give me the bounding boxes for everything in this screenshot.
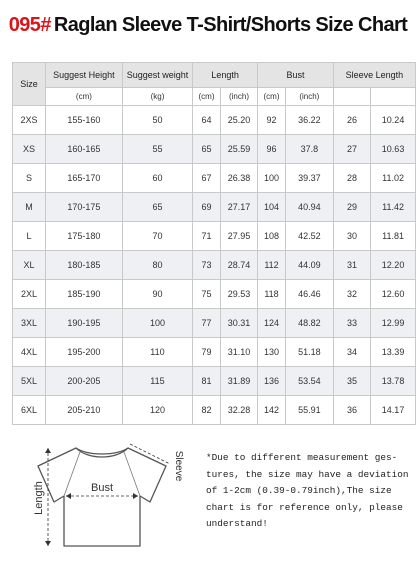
cell-weight: 70 <box>122 222 192 251</box>
bust-label: Bust <box>90 482 114 494</box>
cell-size: 2XL <box>13 280 46 309</box>
cell-bust-inch: 40.94 <box>285 193 333 222</box>
cell-sleeve-inch: 10.63 <box>371 135 416 164</box>
table-row <box>13 193 416 222</box>
cell-height: 190-195 <box>46 309 123 338</box>
length-arrow-up-icon <box>45 448 51 453</box>
chart-title: Raglan Sleeve T-Shirt/Shorts Size Chart <box>53 13 408 36</box>
cell-bust-inch: 53.54 <box>285 367 333 396</box>
note-line: tures, the size may have a deviation <box>206 468 409 480</box>
cell-sleeve-inch: 14.17 <box>371 396 416 425</box>
table-row <box>13 135 416 164</box>
unit-sleeve-empty <box>333 88 370 106</box>
cell-bust-cm: 112 <box>258 251 286 280</box>
cell-sleeve-cm: 26 <box>333 106 370 135</box>
cell-length-cm: 65 <box>193 135 221 164</box>
cell-length-inch: 28.74 <box>220 251 257 280</box>
cell-bust-inch: 48.82 <box>285 309 333 338</box>
cell-length-cm: 79 <box>193 338 221 367</box>
sleeve-measure-line <box>130 444 170 464</box>
cell-length-inch: 31.89 <box>220 367 257 396</box>
cell-sleeve-cm: 28 <box>333 164 370 193</box>
cell-sleeve-cm: 31 <box>333 251 370 280</box>
unit-bust-inch: (inch) <box>285 88 333 106</box>
cell-size: S <box>13 164 46 193</box>
cell-size: 2XS <box>13 106 46 135</box>
cell-height: 180-185 <box>46 251 123 280</box>
raglan-seam-left <box>64 452 80 496</box>
cell-bust-cm: 96 <box>258 135 286 164</box>
cell-weight: 80 <box>122 251 192 280</box>
sleeve-label: Sleeve <box>173 450 184 482</box>
cell-size: M <box>13 193 46 222</box>
cell-length-cm: 67 <box>193 164 221 193</box>
cell-height: 200-205 <box>46 367 123 396</box>
cell-sleeve-inch: 12.99 <box>371 309 416 338</box>
cell-bust-cm: 130 <box>258 338 286 367</box>
cell-height: 185-190 <box>46 280 123 309</box>
table-row <box>13 367 416 396</box>
cell-length-inch: 31.10 <box>220 338 257 367</box>
cell-size: L <box>13 222 46 251</box>
cell-height: 205-210 <box>46 396 123 425</box>
bust-arrow-right-icon <box>133 493 138 499</box>
unit-sleeve-empty <box>371 88 416 106</box>
cell-weight: 100 <box>122 309 192 338</box>
length-label: Length <box>33 481 45 515</box>
tshirt-collar <box>76 448 128 457</box>
product-code: 095# <box>8 13 51 36</box>
cell-size: XS <box>13 135 46 164</box>
cell-weight: 110 <box>122 338 192 367</box>
cell-height: 155-160 <box>46 106 123 135</box>
header-bust: Bust <box>258 63 334 88</box>
cell-height: 175-180 <box>46 222 123 251</box>
cell-length-cm: 77 <box>193 309 221 338</box>
cell-height: 170-175 <box>46 193 123 222</box>
cell-height: 165-170 <box>46 164 123 193</box>
cell-bust-cm: 142 <box>258 396 286 425</box>
unit-weight: (kg) <box>122 88 192 106</box>
cell-height: 160-165 <box>46 135 123 164</box>
cell-sleeve-cm: 34 <box>333 338 370 367</box>
page-title <box>0 0 416 50</box>
cell-sleeve-inch: 10.24 <box>371 106 416 135</box>
cell-size: XL <box>13 251 46 280</box>
header-length: Length <box>193 63 258 88</box>
cell-length-cm: 71 <box>193 222 221 251</box>
cell-length-inch: 32.28 <box>220 396 257 425</box>
unit-bust-cm: (cm) <box>258 88 286 106</box>
cell-bust-inch: 44.09 <box>285 251 333 280</box>
cell-weight: 115 <box>122 367 192 396</box>
unit-height: (cm) <box>46 88 123 106</box>
table-row <box>13 222 416 251</box>
cell-bust-inch: 46.46 <box>285 280 333 309</box>
cell-bust-inch: 36.22 <box>285 106 333 135</box>
cell-sleeve-cm: 32 <box>333 280 370 309</box>
cell-sleeve-cm: 36 <box>333 396 370 425</box>
header-size: Size <box>13 63 46 106</box>
note-line: *Due to different measurement ges- <box>206 452 398 463</box>
cell-length-inch: 25.59 <box>220 135 257 164</box>
cell-sleeve-cm: 30 <box>333 222 370 251</box>
cell-length-cm: 64 <box>193 106 221 135</box>
unit-length-inch: (inch) <box>220 88 257 106</box>
cell-weight: 90 <box>122 280 192 309</box>
cell-sleeve-inch: 13.78 <box>371 367 416 396</box>
table-row <box>13 396 416 425</box>
cell-sleeve-cm: 35 <box>333 367 370 396</box>
cell-sleeve-cm: 27 <box>333 135 370 164</box>
cell-bust-cm: 136 <box>258 367 286 396</box>
cell-size: 5XL <box>13 367 46 396</box>
cell-length-cm: 82 <box>193 396 221 425</box>
cell-bust-cm: 100 <box>258 164 286 193</box>
cell-weight: 55 <box>122 135 192 164</box>
cell-weight: 65 <box>122 193 192 222</box>
tshirt-outline <box>38 448 166 546</box>
cell-size: 4XL <box>13 338 46 367</box>
table-row <box>13 164 416 193</box>
table-row <box>13 338 416 367</box>
cell-length-inch: 27.17 <box>220 193 257 222</box>
cell-size: 6XL <box>13 396 46 425</box>
note-line: understand! <box>206 518 268 529</box>
cell-bust-inch: 55.91 <box>285 396 333 425</box>
cell-sleeve-inch: 11.81 <box>371 222 416 251</box>
cell-weight: 120 <box>122 396 192 425</box>
bust-arrow-left-icon <box>66 493 71 499</box>
cell-length-inch: 27.95 <box>220 222 257 251</box>
tshirt-diagram <box>18 436 192 560</box>
unit-length-cm: (cm) <box>193 88 221 106</box>
size-table <box>12 62 416 425</box>
length-arrow-down-icon <box>45 541 51 546</box>
header-sleeve-length: Sleeve Length <box>333 63 415 88</box>
cell-length-inch: 25.20 <box>220 106 257 135</box>
cell-length-cm: 81 <box>193 367 221 396</box>
cell-length-inch: 29.53 <box>220 280 257 309</box>
cell-bust-cm: 92 <box>258 106 286 135</box>
cell-bust-inch: 51.18 <box>285 338 333 367</box>
cell-size: 3XL <box>13 309 46 338</box>
cell-weight: 60 <box>122 164 192 193</box>
cell-sleeve-cm: 33 <box>333 309 370 338</box>
cell-sleeve-inch: 13.39 <box>371 338 416 367</box>
cell-sleeve-inch: 11.42 <box>371 193 416 222</box>
cell-bust-cm: 104 <box>258 193 286 222</box>
cell-length-cm: 73 <box>193 251 221 280</box>
cell-length-inch: 26.38 <box>220 164 257 193</box>
table-units-row <box>13 88 416 106</box>
note-line: of 1-2cm (0.39-0.79inch),The size <box>206 485 392 496</box>
cell-length-cm: 75 <box>193 280 221 309</box>
cell-sleeve-inch: 12.20 <box>371 251 416 280</box>
table-row <box>13 251 416 280</box>
size-note <box>206 450 410 533</box>
cell-bust-inch: 39.37 <box>285 164 333 193</box>
cell-bust-inch: 37.8 <box>285 135 333 164</box>
cell-height: 195-200 <box>46 338 123 367</box>
table-row <box>13 106 416 135</box>
cell-sleeve-inch: 11.02 <box>371 164 416 193</box>
note-line: chart is for reference only, please <box>206 501 403 513</box>
cell-length-inch: 30.31 <box>220 309 257 338</box>
table-header-row <box>13 63 416 88</box>
cell-length-cm: 69 <box>193 193 221 222</box>
table-row <box>13 280 416 309</box>
cell-bust-cm: 108 <box>258 222 286 251</box>
table-row <box>13 309 416 338</box>
cell-weight: 50 <box>122 106 192 135</box>
cell-sleeve-cm: 29 <box>333 193 370 222</box>
cell-sleeve-inch: 12.60 <box>371 280 416 309</box>
cell-bust-cm: 124 <box>258 309 286 338</box>
cell-bust-cm: 118 <box>258 280 286 309</box>
raglan-seam-right <box>124 452 140 496</box>
cell-bust-inch: 42.52 <box>285 222 333 251</box>
header-suggest-weight: Suggest weight <box>122 63 192 88</box>
header-suggest-height: Suggest Height <box>46 63 123 88</box>
